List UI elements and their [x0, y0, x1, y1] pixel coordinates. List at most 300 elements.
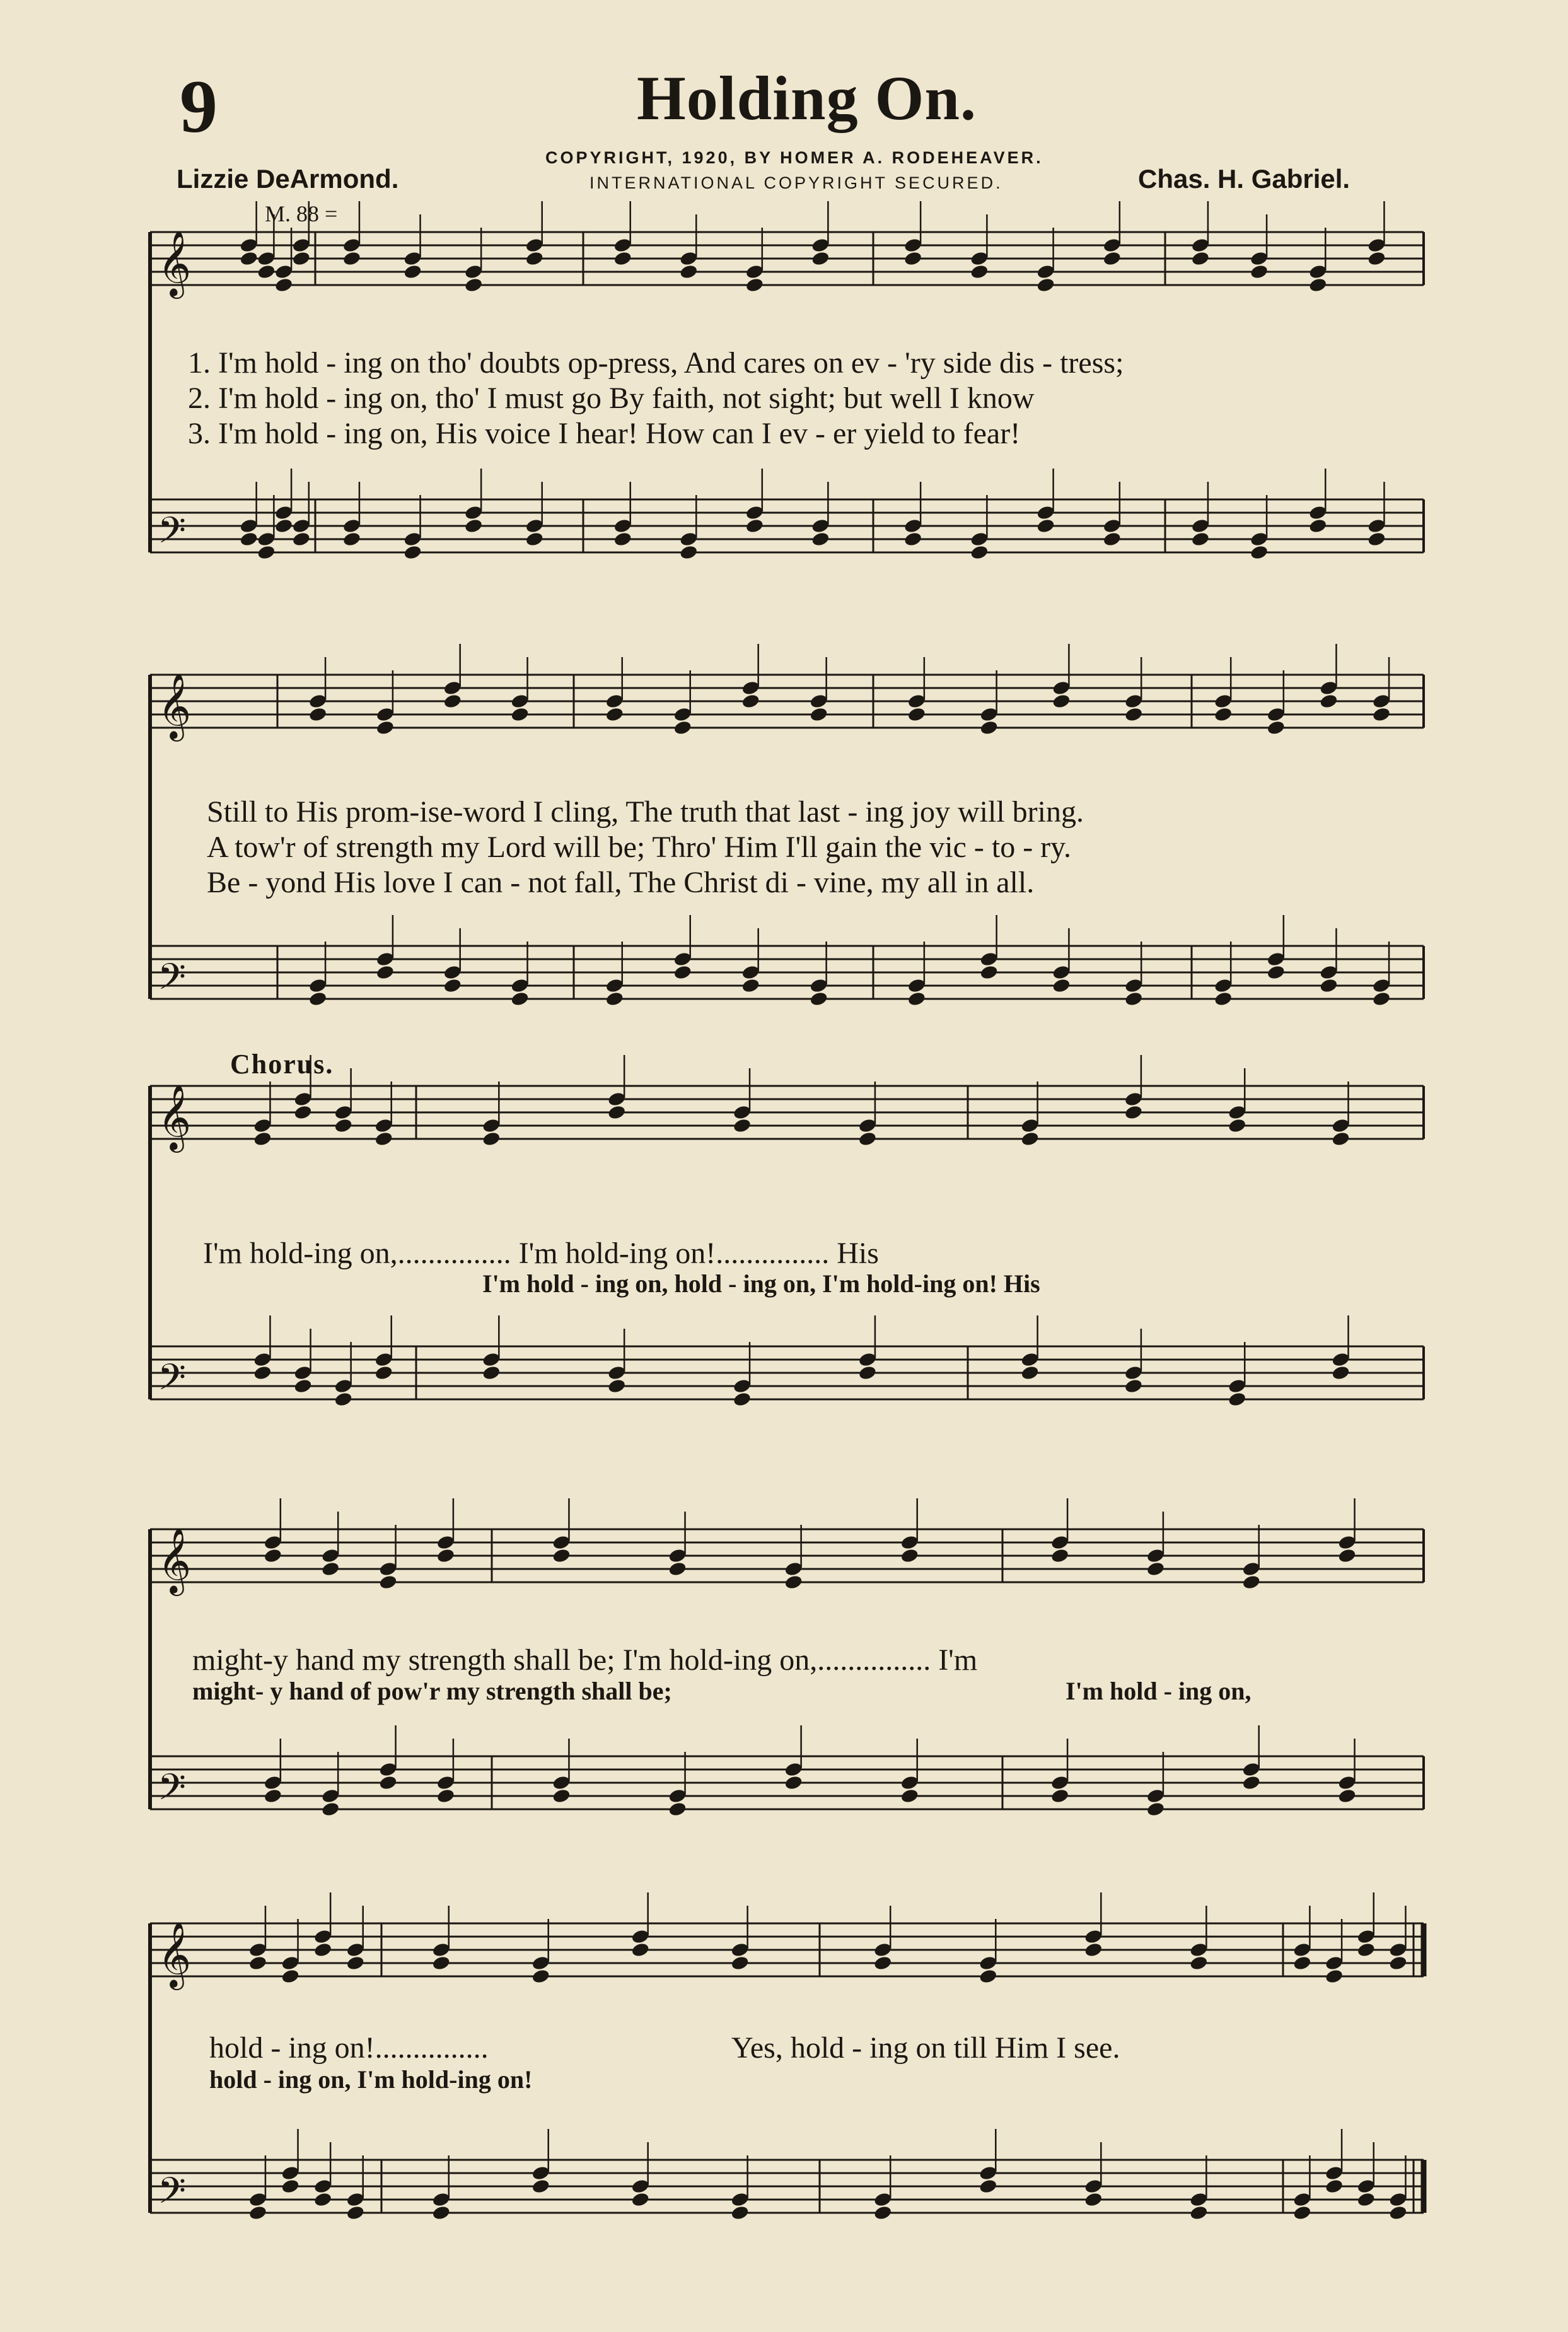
note-head: [431, 2191, 451, 2208]
chorus-echo-line-3: hold - ing on, I'm hold-ing on!: [209, 2065, 533, 2094]
note-head: [1241, 1761, 1261, 1778]
note-head: [482, 1131, 501, 1147]
note-head: [1103, 237, 1122, 254]
note-head: [873, 1955, 893, 1971]
note-head: [431, 1942, 451, 1958]
verse-3-line-1: 3. I'm hold - ing on, His voice I hear! How can I ev - er yield to fear!: [188, 417, 1021, 450]
note-head: [552, 1788, 571, 1804]
note-head: [733, 1104, 752, 1121]
note-head: [292, 531, 311, 547]
chorus-echo-line-2b: I'm hold - ing on,: [1066, 1677, 1251, 1705]
note-head: [431, 1955, 451, 1971]
note-head: [1292, 2191, 1312, 2208]
note-head: [630, 2178, 650, 2195]
note-head: [342, 250, 362, 267]
note-head: [1331, 1351, 1350, 1368]
note-head: [281, 2165, 300, 2181]
note-head: [809, 693, 828, 709]
note-head: [979, 2165, 998, 2181]
note-head: [733, 1378, 752, 1394]
note-head: [1124, 1365, 1144, 1381]
treble-clef: 𝄞: [158, 1921, 192, 1988]
note-head: [334, 1391, 353, 1408]
chorus-echo-line-1: I'm hold - ing on, hold - ing on, I'm hold-ing on! His: [482, 1269, 1040, 1298]
note-head: [436, 1775, 456, 1791]
note-head: [730, 1942, 750, 1958]
note-head: [482, 1351, 501, 1368]
note-head: [605, 706, 624, 723]
note-head: [1356, 1942, 1376, 1958]
note-head: [745, 277, 765, 293]
note-head: [346, 1942, 365, 1958]
note-head: [679, 531, 699, 547]
note-head: [1124, 991, 1144, 1007]
note-head: [858, 1117, 878, 1134]
note-head: [784, 1561, 803, 1577]
note-head: [673, 964, 692, 981]
note-head: [1356, 2178, 1376, 2195]
note-head: [979, 1968, 998, 1985]
note-head: [607, 1091, 627, 1107]
note-head: [293, 1365, 313, 1381]
note-head: [1124, 977, 1144, 994]
note-head: [903, 237, 923, 254]
note-head: [673, 951, 692, 967]
note-head: [1267, 951, 1286, 967]
note-head: [730, 2205, 750, 2221]
note-head: [730, 2191, 750, 2208]
note-head: [436, 1548, 456, 1564]
note-head: [668, 1548, 687, 1564]
note-head: [378, 1761, 398, 1778]
note-head: [1267, 964, 1286, 981]
note-head: [873, 2191, 893, 2208]
note-head: [1292, 1955, 1312, 1971]
note-head: [436, 1788, 456, 1804]
note-head: [293, 1104, 313, 1121]
note-head: [1367, 250, 1386, 267]
note-head: [239, 531, 258, 547]
note-head: [1267, 706, 1286, 723]
bass-clef: 𝄢: [158, 1356, 187, 1408]
note-head: [1241, 1561, 1261, 1577]
note-head: [1228, 1378, 1247, 1394]
note-head: [1250, 544, 1269, 561]
bass-clef: 𝄢: [158, 2169, 187, 2221]
note-head: [376, 706, 395, 723]
note-head: [376, 720, 395, 736]
note-head: [374, 1365, 393, 1381]
note-head: [1084, 1942, 1103, 1958]
note-head: [613, 531, 632, 547]
note-head: [1146, 1561, 1166, 1577]
note-head: [1367, 518, 1386, 534]
note-head: [1337, 1534, 1357, 1551]
note-head: [1214, 706, 1233, 723]
note-head: [274, 504, 294, 521]
chorus-label: Chorus.: [230, 1049, 334, 1080]
note-head: [1388, 2191, 1408, 2208]
note-head: [811, 518, 830, 534]
bass-clef: 𝄢: [158, 955, 187, 1007]
note-head: [1084, 1928, 1103, 1945]
copyright-notice: INTERNATIONAL COPYRIGHT SECURED.: [589, 173, 1003, 192]
verse-2-line-1: 2. I'm hold - ing on, tho' I must go By faith, not sight; but well I know: [188, 382, 1035, 415]
note-head: [613, 518, 632, 534]
note-head: [903, 531, 923, 547]
note-head: [784, 1761, 803, 1778]
note-head: [321, 1548, 340, 1564]
note-head: [741, 977, 760, 994]
note-head: [374, 1351, 393, 1368]
note-head: [858, 1131, 878, 1147]
treble-clef: 𝄞: [158, 1084, 192, 1150]
note-head: [321, 1788, 340, 1804]
note-head: [1052, 680, 1071, 696]
note-head: [1267, 720, 1286, 736]
treble-clef: 𝄞: [158, 230, 192, 296]
verse-2-line-2: A tow'r of strength my Lord will be; Thro' Him I'll gain the vic - to - ry.: [207, 831, 1072, 864]
note-head: [342, 531, 362, 547]
note-head: [745, 518, 765, 534]
treble-clef: 𝄞: [158, 1527, 192, 1594]
note-head: [741, 964, 760, 981]
note-head: [668, 1788, 687, 1804]
note-head: [253, 1351, 272, 1368]
note-head: [1325, 1968, 1344, 1985]
note-head: [979, 951, 999, 967]
note-head: [525, 531, 544, 547]
note-head: [613, 237, 632, 254]
note-head: [436, 1534, 456, 1551]
note-head: [1103, 518, 1122, 534]
note-head: [292, 237, 311, 254]
note-head: [873, 2205, 893, 2221]
note-head: [970, 264, 989, 280]
note-head: [342, 518, 362, 534]
note-head: [1052, 693, 1071, 709]
note-head: [900, 1788, 919, 1804]
note-head: [1124, 1378, 1144, 1394]
note-head: [313, 1928, 333, 1945]
note-head: [531, 1968, 550, 1985]
composer-credit: Chas. H. Gabriel.: [1138, 164, 1350, 194]
note-head: [1124, 1091, 1144, 1107]
note-head: [1050, 1775, 1070, 1791]
note-head: [378, 1574, 398, 1590]
note-head: [443, 693, 462, 709]
note-head: [274, 264, 294, 280]
note-head: [552, 1775, 571, 1791]
note-head: [1228, 1117, 1247, 1134]
note-head: [741, 680, 760, 696]
note-head: [292, 250, 311, 267]
note-head: [510, 991, 530, 1007]
note-head: [613, 250, 632, 267]
note-head: [1372, 706, 1391, 723]
note-head: [264, 1788, 283, 1804]
note-head: [1331, 1365, 1350, 1381]
note-head: [1214, 977, 1233, 994]
note-head: [482, 1365, 501, 1381]
note-head: [907, 977, 927, 994]
note-head: [903, 250, 923, 267]
note-head: [1103, 250, 1122, 267]
note-head: [900, 1534, 919, 1551]
note-head: [907, 706, 927, 723]
note-head: [858, 1351, 878, 1368]
verse-3-line-2: Be - yond His love I can - not fall, The Christ di - vine, my all in all.: [207, 866, 1035, 899]
note-head: [1292, 2205, 1312, 2221]
note-head: [239, 250, 258, 267]
note-head: [970, 531, 989, 547]
note-head: [531, 1955, 550, 1971]
note-head: [464, 518, 484, 534]
note-head: [1146, 1788, 1166, 1804]
note-head: [552, 1548, 571, 1564]
note-head: [668, 1561, 687, 1577]
note-head: [1036, 518, 1055, 534]
bass-clef: 𝄢: [158, 1766, 187, 1817]
chorus-echo-line-2a: might- y hand of pow'r my strength shall be;: [192, 1677, 672, 1705]
note-head: [346, 2191, 365, 2208]
note-head: [679, 544, 699, 561]
note-head: [274, 277, 294, 293]
note-head: [1191, 237, 1211, 254]
note-head: [1372, 977, 1391, 994]
note-head: [630, 2191, 650, 2208]
note-head: [1331, 1117, 1350, 1134]
note-head: [1052, 977, 1071, 994]
note-head: [1241, 1775, 1261, 1791]
note-head: [1319, 977, 1339, 994]
note-head: [1388, 1942, 1408, 1958]
note-head: [308, 977, 328, 994]
note-head: [607, 1104, 627, 1121]
note-head: [1084, 2178, 1103, 2195]
note-head: [907, 693, 927, 709]
note-head: [248, 1955, 268, 1971]
note-head: [1036, 264, 1055, 280]
note-head: [1050, 1534, 1070, 1551]
note-head: [510, 977, 530, 994]
note-head: [374, 1131, 393, 1147]
note-head: [679, 250, 699, 267]
note-head: [873, 1942, 893, 1958]
note-head: [531, 2165, 550, 2181]
note-head: [1250, 250, 1269, 267]
note-head: [281, 2178, 300, 2195]
note-head: [334, 1117, 353, 1134]
note-head: [1124, 1104, 1144, 1121]
note-head: [1367, 531, 1386, 547]
note-head: [1337, 1788, 1357, 1804]
note-head: [308, 693, 328, 709]
note-head: [1050, 1788, 1070, 1804]
note-head: [784, 1574, 803, 1590]
note-head: [293, 1378, 313, 1394]
note-head: [1250, 531, 1269, 547]
note-head: [979, 2178, 998, 2195]
note-head: [1319, 964, 1339, 981]
chorus-line-1: I'm hold-ing on,............... I'm hold-ing on!............... His: [203, 1237, 879, 1270]
treble-clef: 𝄞: [158, 673, 192, 739]
note-head: [346, 2205, 365, 2221]
note-head: [1146, 1548, 1166, 1564]
note-head: [1124, 706, 1144, 723]
note-head: [1084, 2191, 1103, 2208]
note-head: [281, 1968, 300, 1985]
note-head: [1356, 2191, 1376, 2208]
note-head: [745, 264, 765, 280]
verse-1-line-2: Still to His prom-ise-word I cling, The truth that last - ing joy will bring.: [207, 795, 1084, 829]
note-head: [552, 1534, 571, 1551]
note-head: [253, 1365, 272, 1381]
note-head: [248, 2191, 268, 2208]
note-head: [811, 237, 830, 254]
note-head: [858, 1365, 878, 1381]
note-head: [1189, 1955, 1209, 1971]
note-head: [1308, 277, 1328, 293]
note-head: [292, 518, 311, 534]
note-head: [346, 1955, 365, 1971]
copyright-line: COPYRIGHT, 1920, BY HOMER A. RODEHEAVER.: [545, 148, 1043, 167]
note-head: [403, 531, 422, 547]
note-head: [253, 1117, 272, 1134]
note-head: [1189, 1942, 1209, 1958]
note-head: [1325, 2165, 1344, 2181]
note-head: [525, 250, 544, 267]
note-head: [257, 264, 276, 280]
note-head: [257, 544, 276, 561]
note-head: [403, 264, 422, 280]
note-head: [970, 544, 989, 561]
note-head: [1020, 1351, 1040, 1368]
note-head: [264, 1534, 283, 1551]
note-head: [907, 991, 927, 1007]
note-head: [378, 1775, 398, 1791]
note-head: [1337, 1548, 1357, 1564]
note-head: [308, 706, 328, 723]
note-head: [403, 250, 422, 267]
hymn-number: 9: [180, 64, 218, 148]
note-head: [979, 706, 999, 723]
note-head: [1308, 504, 1328, 521]
note-head: [239, 518, 258, 534]
note-head: [274, 518, 294, 534]
note-head: [979, 720, 999, 736]
note-head: [531, 2178, 550, 2195]
note-head: [979, 1955, 998, 1971]
note-head: [1228, 1391, 1247, 1408]
note-head: [482, 1117, 501, 1134]
note-head: [334, 1378, 353, 1394]
tempo-marking: M. 88 =: [265, 201, 338, 226]
note-head: [809, 977, 828, 994]
note-head: [1308, 264, 1328, 280]
note-head: [1214, 991, 1233, 1007]
note-head: [1036, 504, 1055, 521]
note-head: [900, 1548, 919, 1564]
note-head: [239, 237, 258, 254]
note-head: [979, 964, 999, 981]
note-head: [630, 1942, 650, 1958]
note-head: [248, 1942, 268, 1958]
note-head: [673, 706, 692, 723]
note-head: [1325, 1955, 1344, 1971]
bass-clef: 𝄢: [158, 509, 187, 561]
note-head: [525, 518, 544, 534]
note-head: [443, 680, 462, 696]
note-head: [1241, 1574, 1261, 1590]
note-head: [1372, 693, 1391, 709]
note-head: [293, 1091, 313, 1107]
note-head: [376, 964, 395, 981]
note-head: [313, 1942, 333, 1958]
note-head: [403, 544, 422, 561]
note-head: [607, 1365, 627, 1381]
hymn-title: Holding On.: [637, 63, 977, 133]
note-head: [673, 720, 692, 736]
note-head: [1250, 264, 1269, 280]
note-head: [630, 1928, 650, 1945]
note-head: [264, 1775, 283, 1791]
note-head: [607, 1378, 627, 1394]
note-head: [510, 706, 530, 723]
note-head: [321, 1561, 340, 1577]
note-head: [1319, 693, 1339, 709]
note-head: [733, 1391, 752, 1408]
note-head: [321, 1801, 340, 1817]
verse-1-line-1: 1. I'm hold - ing on tho' doubts op-press, And cares on ev - 'ry side dis - tress;: [188, 346, 1124, 380]
note-head: [784, 1775, 803, 1791]
note-head: [264, 1548, 283, 1564]
note-head: [257, 531, 276, 547]
note-head: [374, 1117, 393, 1134]
note-head: [1103, 531, 1122, 547]
note-head: [809, 706, 828, 723]
note-head: [510, 693, 530, 709]
note-head: [733, 1117, 752, 1134]
note-head: [308, 991, 328, 1007]
note-head: [730, 1955, 750, 1971]
note-head: [1325, 2178, 1344, 2195]
note-head: [1337, 1775, 1357, 1791]
note-head: [1228, 1104, 1247, 1121]
note-head: [1191, 518, 1211, 534]
note-head: [970, 250, 989, 267]
note-head: [1146, 1801, 1166, 1817]
note-head: [1372, 991, 1391, 1007]
note-head: [1292, 1942, 1312, 1958]
note-head: [464, 264, 484, 280]
note-head: [1189, 2205, 1209, 2221]
note-head: [1020, 1117, 1040, 1134]
note-head: [1308, 518, 1328, 534]
note-head: [1020, 1131, 1040, 1147]
note-head: [257, 250, 276, 267]
lyricist-credit: Lizzie DeArmond.: [177, 164, 399, 194]
note-head: [443, 964, 462, 981]
note-head: [741, 693, 760, 709]
note-head: [1319, 680, 1339, 696]
note-head: [1036, 277, 1055, 293]
note-head: [342, 237, 362, 254]
note-head: [378, 1561, 398, 1577]
note-head: [248, 2205, 268, 2221]
note-head: [605, 693, 624, 709]
note-head: [1189, 2191, 1209, 2208]
